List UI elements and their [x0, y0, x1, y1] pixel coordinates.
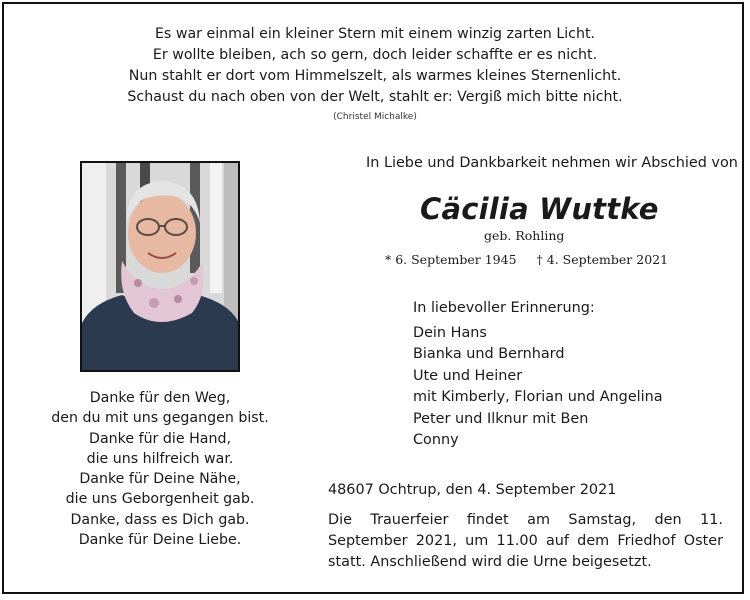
farewell-intro: In Liebe und Dankbarkeit nehmen wir Abschied von — [366, 155, 738, 171]
memory-heading: In liebevoller Erinnerung: — [413, 300, 595, 316]
poem-author: (Christel Michalke) — [333, 112, 417, 122]
life-dates — [385, 252, 668, 267]
thanks-line: die uns hilfreich war. — [86, 450, 234, 467]
thanks-line: die uns Geborgenheit gab. — [65, 491, 255, 508]
funeral-info: Die Trauerfeier findet am Samstag, den 11. September 2021, um 11.00 auf dem Friedhof Oster statt. Anschließend wird die Urne beigesetzt. — [328, 512, 723, 570]
death-date: † 4. September 2021 — [536, 252, 669, 267]
thanks-line: Danke für Deine Liebe. — [78, 532, 242, 549]
mourner-item: Ute und Heiner — [413, 367, 523, 384]
poem-line: Es war einmal ein kleiner Stern mit einem winzig zarten Licht. — [154, 26, 596, 42]
poem-line: Schaust du nach oben von der Welt, stahlt er: Vergiß mich bitte nicht. — [127, 89, 623, 105]
mourner-item: Peter und Ilknur mit Ben — [413, 410, 589, 427]
birth-date: * 6. September 1945 — [385, 252, 517, 267]
thanks-line: Danke für die Hand, — [89, 430, 231, 447]
mourner-item: Dein Hans — [413, 325, 487, 341]
mourners-list — [413, 323, 663, 451]
mourner-item: Bianka und Bernhard — [413, 346, 565, 363]
thanks-line: Danke für Deine Nähe, — [79, 471, 241, 488]
maiden-name: geb. Rohling — [484, 228, 565, 243]
thanks-line: Danke für den Weg, — [89, 390, 231, 406]
mourner-item: mit Kimberly, Florian und Angelina — [413, 389, 663, 406]
thanks-line: Danke, dass es Dich gab. — [70, 511, 250, 528]
deceased-name: Cäcilia Wuttke — [420, 192, 659, 226]
thanks-line: den du mit uns gegangen bist. — [51, 410, 269, 427]
thanks-poem — [40, 388, 280, 550]
place-date: 48607 Ochtrup, den 4. September 2021 — [328, 482, 617, 498]
portrait-photo — [80, 161, 240, 372]
poem-line: Er wollte bleiben, ach so gern, doch leider schaffte er es nicht. — [152, 47, 598, 63]
poem-line: Nun stahlt er dort vom Himmelszelt, als warmes kleines Sternenlicht. — [128, 68, 622, 84]
mourner-item: Conny — [413, 432, 459, 449]
poem — [0, 24, 750, 108]
